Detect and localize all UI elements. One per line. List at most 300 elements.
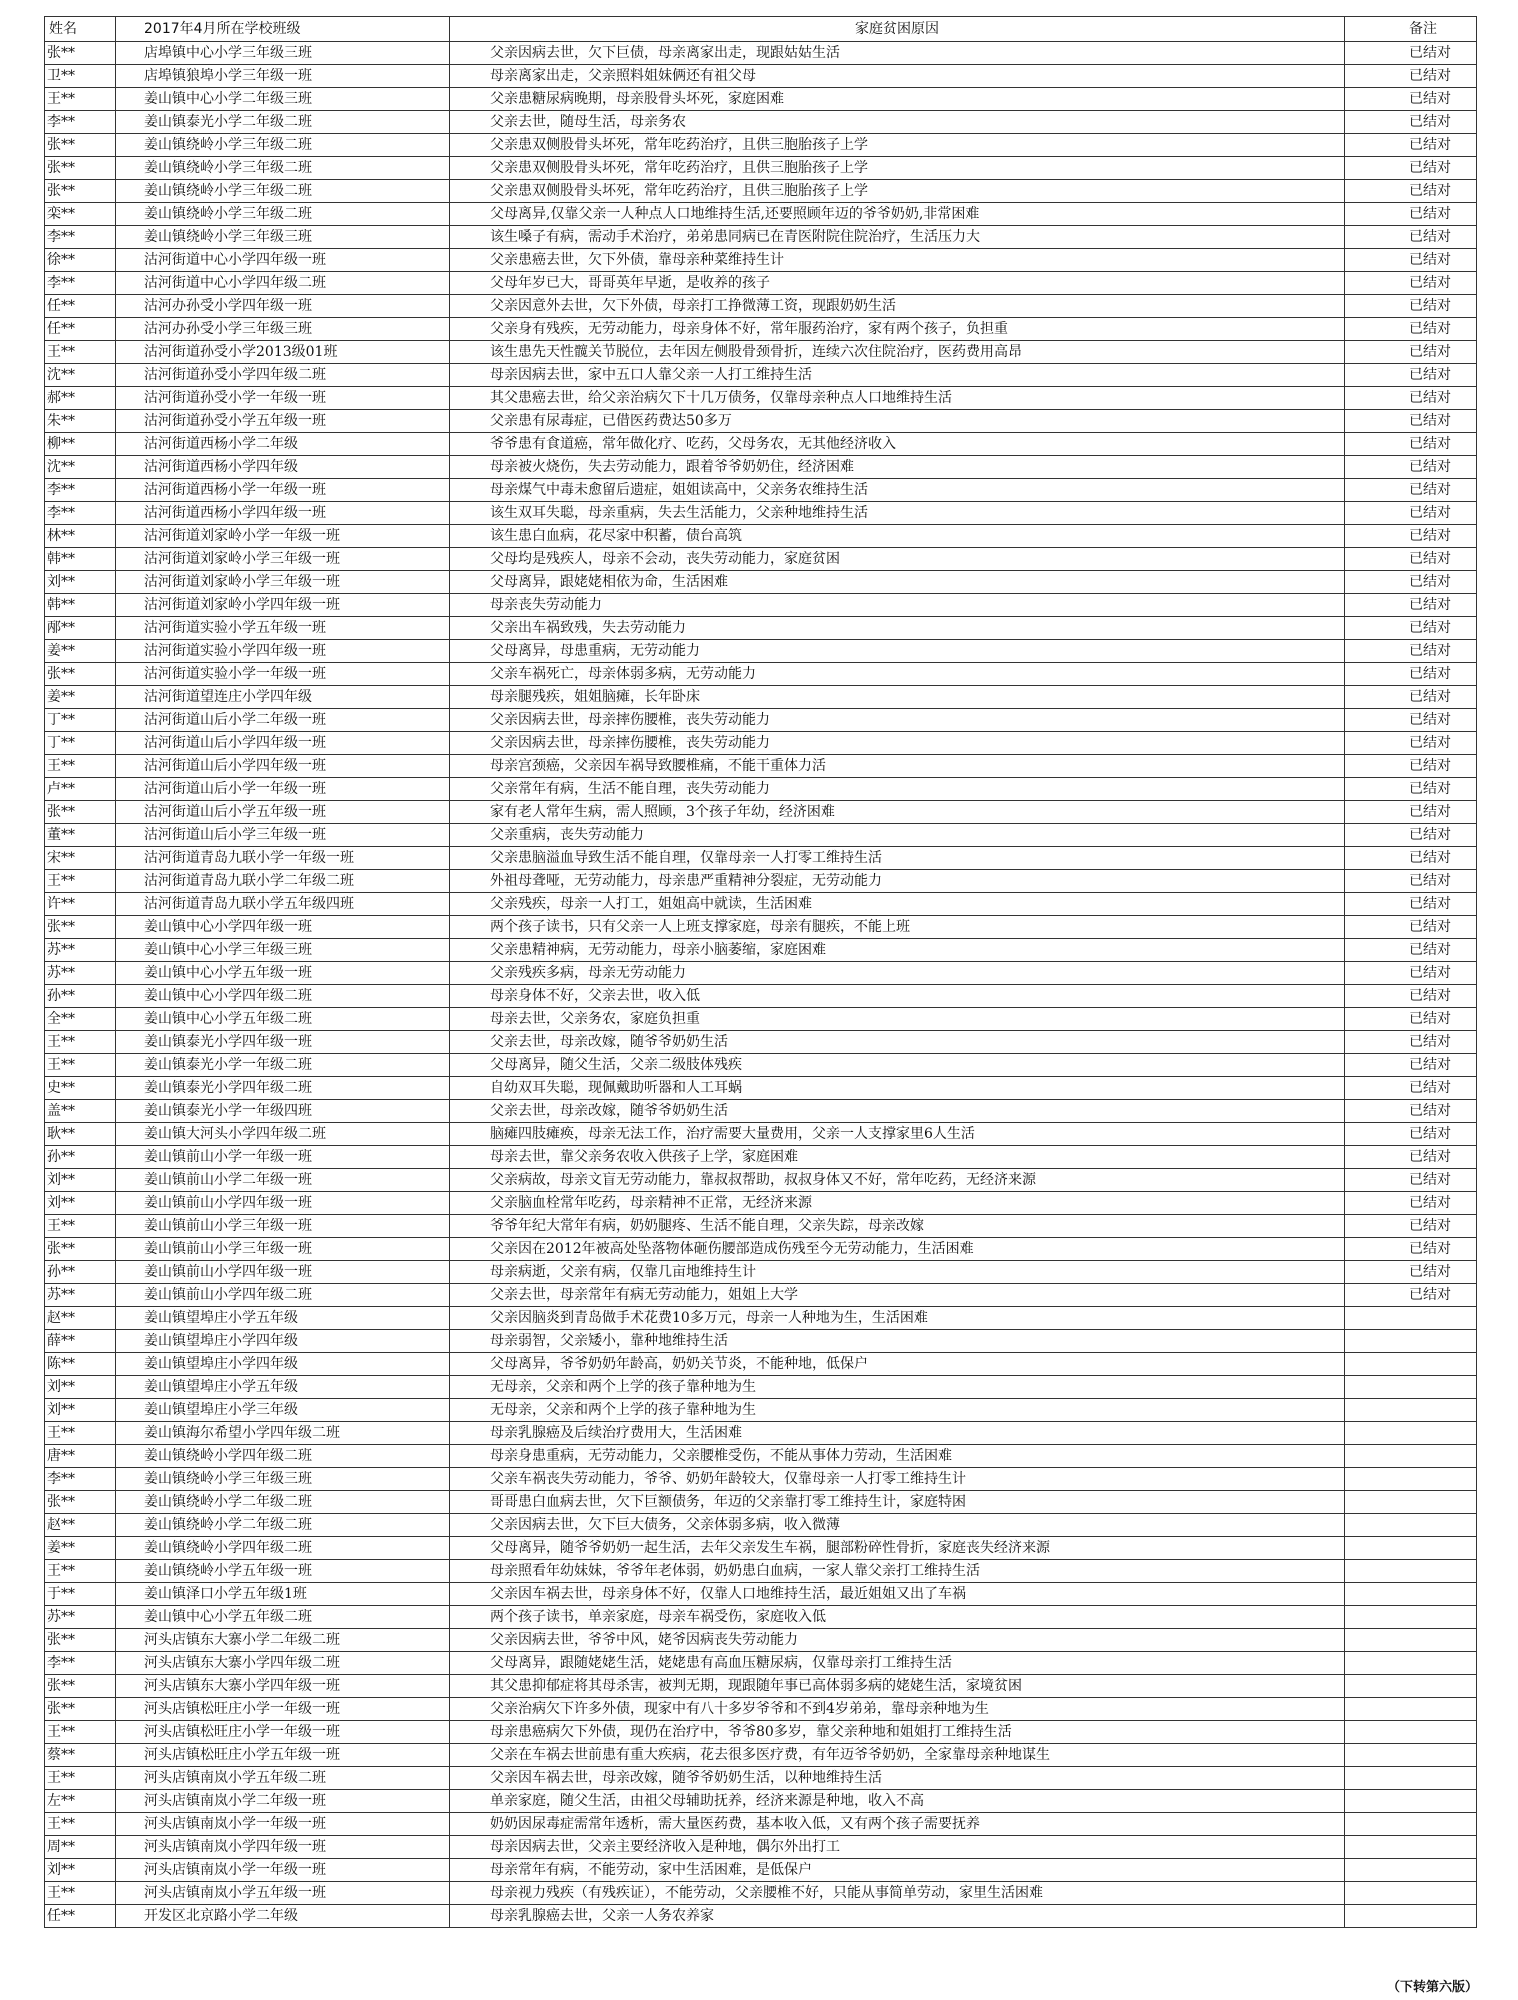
cell-name: 郝** [45,387,116,410]
cell-school-class: 姜山镇泰光小学一年级四班 [116,1100,450,1123]
table-row [45,1836,1477,1859]
cell-poverty-reason: 母亲乳腺癌去世，父亲一人务农养家 [450,1905,1345,1928]
cell-poverty-reason: 父亲患脑溢血导致生活不能自理，仅靠母亲一人打零工维持生活 [450,847,1345,870]
table-header-row [45,17,1477,42]
cell-name: 孙** [45,1261,116,1284]
cell-poverty-reason: 父亲因车祸去世，母亲身体不好，仅靠人口地维持生活，最近姐姐又出了车祸 [450,1583,1345,1606]
cell-poverty-reason: 父亲车祸死亡，母亲体弱多病，无劳动能力 [450,663,1345,686]
table-row [45,387,1477,410]
cell-remark: 已结对 [1345,157,1477,180]
table-row [45,1123,1477,1146]
cell-school-class: 姜山镇绕岭小学三年级三班 [116,1468,450,1491]
cell-name: 蔡** [45,1744,116,1767]
table-row [45,801,1477,824]
cell-poverty-reason: 母亲弱智，父亲矮小，靠种地维持生活 [450,1330,1345,1353]
cell-remark [1345,1468,1477,1491]
cell-school-class: 沽河街道山后小学四年级一班 [116,755,450,778]
table-row [45,1698,1477,1721]
cell-name: 左** [45,1790,116,1813]
cell-school-class: 姜山镇望埠庄小学五年级 [116,1307,450,1330]
cell-name: 李** [45,502,116,525]
cell-name: 王** [45,1767,116,1790]
cell-remark [1345,1859,1477,1882]
table-row [45,1445,1477,1468]
cell-name: 盖** [45,1100,116,1123]
cell-remark: 已结对 [1345,433,1477,456]
table-row [45,1606,1477,1629]
cell-poverty-reason: 父亲常年有病，生活不能自理，丧失劳动能力 [450,778,1345,801]
cell-name: 于** [45,1583,116,1606]
cell-remark [1345,1583,1477,1606]
cell-poverty-reason: 父亲因病去世，欠下巨债，母亲离家出走，现跟姑姑生活 [450,42,1345,65]
table-row [45,1859,1477,1882]
cell-poverty-reason: 单亲家庭，随父生活，由祖父母辅助抚养，经济来源是种地，收入不高 [450,1790,1345,1813]
cell-school-class: 姜山镇望埠庄小学四年级 [116,1330,450,1353]
cell-poverty-reason: 父亲脑血栓常年吃药，母亲精神不正常，无经济来源 [450,1192,1345,1215]
cell-remark: 已结对 [1345,755,1477,778]
cell-name: 韩** [45,548,116,571]
table-row [45,157,1477,180]
cell-poverty-reason: 父亲因病去世，爷爷中风，姥爷因病丧失劳动能力 [450,1629,1345,1652]
cell-school-class: 沽河街道山后小学一年级一班 [116,778,450,801]
cell-poverty-reason: 父亲去世，母亲改嫁，随爷爷奶奶生活 [450,1100,1345,1123]
cell-poverty-reason: 母亲身患重病，无劳动能力，父亲腰椎受伤，不能从事体力劳动，生活困难 [450,1445,1345,1468]
cell-remark: 已结对 [1345,594,1477,617]
cell-remark: 已结对 [1345,663,1477,686]
table-row [45,65,1477,88]
table-row [45,548,1477,571]
cell-school-class: 沽河办孙受小学三年级三班 [116,318,450,341]
cell-poverty-reason: 母亲身体不好，父亲去世，收入低 [450,985,1345,1008]
cell-school-class: 姜山镇泰光小学四年级一班 [116,1031,450,1054]
table-row [45,1721,1477,1744]
table-row [45,1031,1477,1054]
cell-poverty-reason: 父母离异，随父生活，父亲二级肢体残疾 [450,1054,1345,1077]
table-row [45,732,1477,755]
table-row [45,1537,1477,1560]
cell-poverty-reason: 母亲乳腺癌及后续治疗费用大，生活困难 [450,1422,1345,1445]
continued-on-page-six: （下转第六版） [1386,1980,1478,1995]
cell-name: 王** [45,755,116,778]
cell-poverty-reason: 父亲车祸丧失劳动能力，爷爷、奶奶年龄较大，仅靠母亲一人打零工维持生计 [450,1468,1345,1491]
cell-school-class: 沽河街道青岛九联小学一年级一班 [116,847,450,870]
cell-remark: 已结对 [1345,548,1477,571]
cell-poverty-reason: 该生双耳失聪，母亲重病，失去生活能力，父亲种地维持生活 [450,502,1345,525]
table-row [45,410,1477,433]
cell-poverty-reason: 母亲去世，靠父亲务农收入供孩子上学，家庭困难 [450,1146,1345,1169]
table-row [45,433,1477,456]
cell-school-class: 沽河街道青岛九联小学二年级二班 [116,870,450,893]
cell-school-class: 姜山镇望埠庄小学五年级 [116,1376,450,1399]
cell-name: 赵** [45,1307,116,1330]
cell-name: 张** [45,157,116,180]
cell-school-class: 店埠镇狼埠小学三年级一班 [116,65,450,88]
cell-remark [1345,1376,1477,1399]
table-row [45,1514,1477,1537]
cell-poverty-reason: 自幼双耳失聪，现佩戴助听器和人工耳蜗 [450,1077,1345,1100]
cell-school-class: 姜山镇大河头小学四年级二班 [116,1123,450,1146]
cell-school-class: 姜山镇中心小学三年级三班 [116,939,450,962]
cell-remark: 已结对 [1345,502,1477,525]
table-row [45,479,1477,502]
table-row [45,1146,1477,1169]
student-table [44,16,1477,1928]
cell-name: 王** [45,870,116,893]
table-row [45,1399,1477,1422]
cell-name: 张** [45,1238,116,1261]
table-row [45,1353,1477,1376]
cell-poverty-reason: 母亲视力残疾（有残疾证），不能劳动，父亲腰椎不好，只能从事简单劳动，家里生活困难 [450,1882,1345,1905]
table-row [45,1583,1477,1606]
cell-name: 宋** [45,847,116,870]
cell-remark: 已结对 [1345,916,1477,939]
cell-poverty-reason: 无母亲，父亲和两个上学的孩子靠种地为生 [450,1399,1345,1422]
cell-remark [1345,1905,1477,1928]
cell-remark: 已结对 [1345,1146,1477,1169]
cell-name: 朱** [45,410,116,433]
cell-school-class: 姜山镇望埠庄小学三年级 [116,1399,450,1422]
cell-remark: 已结对 [1345,272,1477,295]
cell-name: 苏** [45,962,116,985]
cell-school-class: 姜山镇中心小学五年级二班 [116,1606,450,1629]
cell-poverty-reason: 母亲常年有病，不能劳动，家中生活困难，是低保户 [450,1859,1345,1882]
cell-remark: 已结对 [1345,1192,1477,1215]
cell-school-class: 姜山镇前山小学四年级一班 [116,1192,450,1215]
cell-poverty-reason: 母亲丧失劳动能力 [450,594,1345,617]
cell-name: 徐** [45,249,116,272]
cell-remark: 已结对 [1345,341,1477,364]
cell-school-class: 河头店镇松旺庄小学一年级一班 [116,1698,450,1721]
cell-poverty-reason: 母亲病逝，父亲有病，仅靠几亩地维持生计 [450,1261,1345,1284]
cell-poverty-reason: 父亲因病去世，欠下巨大债务，父亲体弱多病，收入微薄 [450,1514,1345,1537]
cell-school-class: 姜山镇中心小学二年级三班 [116,88,450,111]
cell-remark: 已结对 [1345,134,1477,157]
cell-remark: 已结对 [1345,732,1477,755]
cell-name: 刘** [45,1399,116,1422]
cell-poverty-reason: 母亲腿残疾，姐姐脑瘫，长年卧床 [450,686,1345,709]
cell-remark [1345,1445,1477,1468]
table-row [45,1491,1477,1514]
cell-school-class: 河头店镇东大寨小学四年级一班 [116,1675,450,1698]
cell-name: 李** [45,111,116,134]
cell-remark: 已结对 [1345,479,1477,502]
cell-school-class: 河头店镇南岚小学二年级一班 [116,1790,450,1813]
cell-remark [1345,1491,1477,1514]
cell-poverty-reason: 父母均是残疾人，母亲不会动，丧失劳动能力，家庭贫困 [450,548,1345,571]
cell-name: 王** [45,1721,116,1744]
cell-remark: 已结对 [1345,364,1477,387]
cell-school-class: 姜山镇绕岭小学三年级三班 [116,226,450,249]
table-row [45,1215,1477,1238]
cell-poverty-reason: 父亲因车祸去世，母亲改嫁，随爷爷奶奶生活，以种地维持生活 [450,1767,1345,1790]
cell-school-class: 沽河街道望连庄小学四年级 [116,686,450,709]
cell-name: 任** [45,318,116,341]
cell-remark [1345,1675,1477,1698]
cell-name: 苏** [45,1606,116,1629]
cell-remark: 已结对 [1345,686,1477,709]
cell-name: 栾** [45,203,116,226]
cell-name: 丁** [45,732,116,755]
table-row [45,1261,1477,1284]
table-row [45,686,1477,709]
cell-school-class: 沽河办孙受小学四年级一班 [116,295,450,318]
cell-school-class: 沽河街道实验小学四年级一班 [116,640,450,663]
cell-poverty-reason: 父亲治病欠下许多外债，现家中有八十多岁爷爷和不到4岁弟弟，靠母亲种地为生 [450,1698,1345,1721]
cell-poverty-reason: 哥哥患白血病去世，欠下巨额债务，年迈的父亲靠打零工维持生计，家庭特困 [450,1491,1345,1514]
cell-school-class: 沽河街道青岛九联小学五年级四班 [116,893,450,916]
table-row [45,203,1477,226]
cell-poverty-reason: 父亲因病去世，母亲摔伤腰椎，丧失劳动能力 [450,732,1345,755]
table-row [45,1238,1477,1261]
cell-name: 李** [45,1652,116,1675]
cell-school-class: 沽河街道孙受小学四年级二班 [116,364,450,387]
cell-school-class: 姜山镇前山小学二年级一班 [116,1169,450,1192]
header-remark: 备注 [1345,17,1477,42]
cell-poverty-reason: 父亲重病，丧失劳动能力 [450,824,1345,847]
table-row [45,180,1477,203]
cell-poverty-reason: 无母亲，父亲和两个上学的孩子靠种地为生 [450,1376,1345,1399]
cell-name: 李** [45,1468,116,1491]
cell-poverty-reason: 父亲患双侧股骨头坏死，常年吃药治疗，且供三胞胎孩子上学 [450,157,1345,180]
cell-school-class: 河头店镇南岚小学一年级一班 [116,1859,450,1882]
cell-name: 张** [45,1675,116,1698]
cell-poverty-reason: 父亲因脑炎到青岛做手术花费10多万元，母亲一人种地为生，生活困难 [450,1307,1345,1330]
cell-poverty-reason: 父母离异，跟姥姥相依为命，生活困难 [450,571,1345,594]
cell-name: 任** [45,295,116,318]
cell-poverty-reason: 其父患抑郁症将其母杀害，被判无期，现跟随年事已高体弱多病的姥姥生活，家境贫困 [450,1675,1345,1698]
table-row [45,640,1477,663]
cell-poverty-reason: 父亲去世，母亲常年有病无劳动能力，姐姐上大学 [450,1284,1345,1307]
table-row [45,1767,1477,1790]
cell-poverty-reason: 该生患白血病，花尽家中积蓄，债台高筑 [450,525,1345,548]
cell-school-class: 姜山镇中心小学四年级二班 [116,985,450,1008]
cell-school-class: 姜山镇绕岭小学二年级二班 [116,1491,450,1514]
cell-remark: 已结对 [1345,295,1477,318]
cell-school-class: 姜山镇海尔希望小学四年级二班 [116,1422,450,1445]
cell-poverty-reason: 母亲因病去世，父亲主要经济收入是种地，偶尔外出打工 [450,1836,1345,1859]
cell-remark [1345,1399,1477,1422]
cell-name: 孙** [45,1146,116,1169]
cell-poverty-reason: 父亲因在2012年被高处坠落物体砸伤腰部造成伤残至今无劳动能力，生活困难 [450,1238,1345,1261]
cell-poverty-reason: 脑瘫四肢瘫痪，母亲无法工作，治疗需要大量费用，父亲一人支撑家里6人生活 [450,1123,1345,1146]
cell-school-class: 河头店镇南岚小学五年级二班 [116,1767,450,1790]
cell-remark [1345,1422,1477,1445]
cell-name: 卢** [45,778,116,801]
cell-name: 赵** [45,1514,116,1537]
cell-remark: 已结对 [1345,1031,1477,1054]
table-row [45,1284,1477,1307]
cell-remark: 已结对 [1345,1169,1477,1192]
cell-remark: 已结对 [1345,824,1477,847]
cell-remark [1345,1813,1477,1836]
table-row [45,42,1477,65]
cell-poverty-reason: 奶奶因尿毒症需常年透析，需大量医药费，基本收入低，又有两个孩子需要抚养 [450,1813,1345,1836]
cell-school-class: 姜山镇绕岭小学三年级二班 [116,203,450,226]
cell-school-class: 沽河街道孙受小学2013级01班 [116,341,450,364]
cell-school-class: 沽河街道西杨小学四年级 [116,456,450,479]
cell-name: 刘** [45,571,116,594]
table-row [45,893,1477,916]
table-row [45,1675,1477,1698]
cell-name: 沈** [45,456,116,479]
cell-name: 王** [45,1031,116,1054]
cell-name: 刘** [45,1169,116,1192]
cell-poverty-reason: 该生嗓子有病，需动手术治疗，弟弟患同病已在青医附院住院治疗，生活压力大 [450,226,1345,249]
cell-remark [1345,1652,1477,1675]
cell-remark [1345,1836,1477,1859]
table-row [45,525,1477,548]
cell-remark: 已结对 [1345,571,1477,594]
cell-poverty-reason: 家有老人常年生病，需人照顾，3个孩子年幼，经济困难 [450,801,1345,824]
cell-school-class: 姜山镇前山小学三年级一班 [116,1238,450,1261]
table-row [45,594,1477,617]
cell-remark: 已结对 [1345,893,1477,916]
table-row [45,916,1477,939]
cell-name: 张** [45,134,116,157]
cell-poverty-reason: 母亲患癌病欠下外债，现仍在治疗中，爷爷80多岁，靠父亲种地和姐姐打工维持生活 [450,1721,1345,1744]
cell-remark [1345,1882,1477,1905]
cell-remark: 已结对 [1345,88,1477,111]
cell-poverty-reason: 母亲离家出走，父亲照料姐妹俩还有祖父母 [450,65,1345,88]
cell-name: 刘** [45,1192,116,1215]
cell-name: 王** [45,1882,116,1905]
table-row [45,939,1477,962]
cell-poverty-reason: 父亲患癌去世，欠下外债，靠母亲种菜维持生计 [450,249,1345,272]
cell-name: 王** [45,1054,116,1077]
cell-poverty-reason: 两个孩子读书，只有父亲一人上班支撑家庭，母亲有腿疾，不能上班 [450,916,1345,939]
cell-name: 薛** [45,1330,116,1353]
cell-poverty-reason: 母亲因病去世，家中五口人靠父亲一人打工维持生活 [450,364,1345,387]
cell-poverty-reason: 父亲去世，母亲改嫁，随爷爷奶奶生活 [450,1031,1345,1054]
table-row [45,824,1477,847]
cell-remark [1345,1353,1477,1376]
cell-name: 陈** [45,1353,116,1376]
cell-remark: 已结对 [1345,847,1477,870]
cell-poverty-reason: 父亲因意外去世，欠下外债，母亲打工挣微薄工资，现跟奶奶生活 [450,295,1345,318]
cell-school-class: 沽河街道山后小学二年级一班 [116,709,450,732]
cell-poverty-reason: 母亲被火烧伤，失去劳动能力，跟着爷爷奶奶住，经济困难 [450,456,1345,479]
cell-name: 孙** [45,985,116,1008]
cell-name: 张** [45,801,116,824]
cell-poverty-reason: 父亲患糖尿病晚期，母亲股骨头坏死，家庭困难 [450,88,1345,111]
cell-remark [1345,1698,1477,1721]
table-row [45,1192,1477,1215]
cell-remark: 已结对 [1345,65,1477,88]
cell-school-class: 河头店镇南岚小学五年级一班 [116,1882,450,1905]
table-row [45,870,1477,893]
table-row [45,1100,1477,1123]
cell-name: 王** [45,1560,116,1583]
cell-name: 周** [45,1836,116,1859]
cell-name: 林** [45,525,116,548]
cell-poverty-reason: 父亲患双侧股骨头坏死，常年吃药治疗，且供三胞胎孩子上学 [450,134,1345,157]
cell-poverty-reason: 父亲病故，母亲文盲无劳动能力，靠叔叔帮助，叔叔身体又不好，常年吃药，无经济来源 [450,1169,1345,1192]
cell-poverty-reason: 父亲残疾，母亲一人打工，姐姐高中就读，生活困难 [450,893,1345,916]
cell-school-class: 姜山镇绕岭小学五年级一班 [116,1560,450,1583]
cell-poverty-reason: 父母离异，母患重病，无劳动能力 [450,640,1345,663]
cell-name: 王** [45,1215,116,1238]
table-row [45,663,1477,686]
header-name: 姓名 [45,17,116,42]
cell-school-class: 沽河街道西杨小学二年级 [116,433,450,456]
cell-poverty-reason: 父母离异，随爷爷奶奶一起生活，去年父亲发生车祸，腿部粉碎性骨折，家庭丧失经济来源 [450,1537,1345,1560]
cell-name: 姜** [45,1537,116,1560]
cell-poverty-reason: 母亲照看年幼妹妹，爷爷年老体弱，奶奶患白血病，一家人靠父亲打工维持生活 [450,1560,1345,1583]
table-row [45,985,1477,1008]
table-row [45,1169,1477,1192]
table-row [45,456,1477,479]
cell-remark: 已结对 [1345,617,1477,640]
cell-name: 许** [45,893,116,916]
cell-school-class: 沽河街道实验小学五年级一班 [116,617,450,640]
cell-name: 任** [45,1905,116,1928]
table-row [45,755,1477,778]
cell-school-class: 姜山镇泰光小学四年级二班 [116,1077,450,1100]
cell-name: 苏** [45,1284,116,1307]
cell-name: 张** [45,916,116,939]
table-row [45,1376,1477,1399]
cell-school-class: 姜山镇中心小学五年级二班 [116,1008,450,1031]
cell-poverty-reason: 两个孩子读书，单亲家庭，母亲车祸受伤，家庭收入低 [450,1606,1345,1629]
cell-school-class: 姜山镇前山小学一年级一班 [116,1146,450,1169]
cell-school-class: 沽河街道中心小学四年级一班 [116,249,450,272]
cell-poverty-reason: 父母年岁已大，哥哥英年早逝，是收养的孩子 [450,272,1345,295]
table-row [45,709,1477,732]
cell-name: 史** [45,1077,116,1100]
cell-school-class: 姜山镇泽口小学五年级1班 [116,1583,450,1606]
table-row [45,111,1477,134]
cell-school-class: 沽河街道孙受小学一年级一班 [116,387,450,410]
cell-remark: 已结对 [1345,1054,1477,1077]
table-row [45,1468,1477,1491]
cell-poverty-reason: 父亲患有尿毒症，已借医药费达50多万 [450,410,1345,433]
cell-poverty-reason: 父亲去世，随母生活，母亲务农 [450,111,1345,134]
table-row [45,1422,1477,1445]
cell-remark: 已结对 [1345,1123,1477,1146]
cell-poverty-reason: 父母离异，爷爷奶奶年龄高，奶奶关节炎，不能种地，低保户 [450,1353,1345,1376]
cell-name: 柳** [45,433,116,456]
cell-school-class: 河头店镇松旺庄小学五年级一班 [116,1744,450,1767]
cell-name: 姜** [45,640,116,663]
cell-remark: 已结对 [1345,1077,1477,1100]
cell-remark [1345,1767,1477,1790]
cell-school-class: 姜山镇绕岭小学四年级二班 [116,1445,450,1468]
cell-remark: 已结对 [1345,870,1477,893]
header-school-class: 2017年4月所在学校班级 [116,17,450,42]
cell-remark [1345,1330,1477,1353]
table-row [45,1307,1477,1330]
cell-poverty-reason: 其父患癌去世，给父亲治病欠下十几万债务，仅靠母亲种点人口地维持生活 [450,387,1345,410]
cell-poverty-reason: 父亲残疾多病，母亲无劳动能力 [450,962,1345,985]
cell-school-class: 姜山镇中心小学四年级一班 [116,916,450,939]
cell-remark: 已结对 [1345,1008,1477,1031]
table-row [45,249,1477,272]
cell-remark: 已结对 [1345,640,1477,663]
cell-school-class: 姜山镇前山小学三年级一班 [116,1215,450,1238]
cell-school-class: 沽河街道刘家岭小学三年级一班 [116,548,450,571]
cell-name: 刘** [45,1859,116,1882]
cell-school-class: 沽河街道刘家岭小学三年级一班 [116,571,450,594]
cell-school-class: 沽河街道实验小学一年级一班 [116,663,450,686]
cell-name: 李** [45,479,116,502]
cell-poverty-reason: 母亲煤气中毒未愈留后遗症，姐姐读高中，父亲务农维持生活 [450,479,1345,502]
cell-poverty-reason: 爷爷年纪大常年有病，奶奶腿疼、生活不能自理，父亲失踪，母亲改嫁 [450,1215,1345,1238]
table-row [45,1629,1477,1652]
table-row [45,1560,1477,1583]
cell-poverty-reason: 母亲宫颈癌，父亲因车祸导致腰椎痛，不能干重体力活 [450,755,1345,778]
cell-school-class: 姜山镇前山小学四年级二班 [116,1284,450,1307]
cell-remark: 已结对 [1345,1284,1477,1307]
